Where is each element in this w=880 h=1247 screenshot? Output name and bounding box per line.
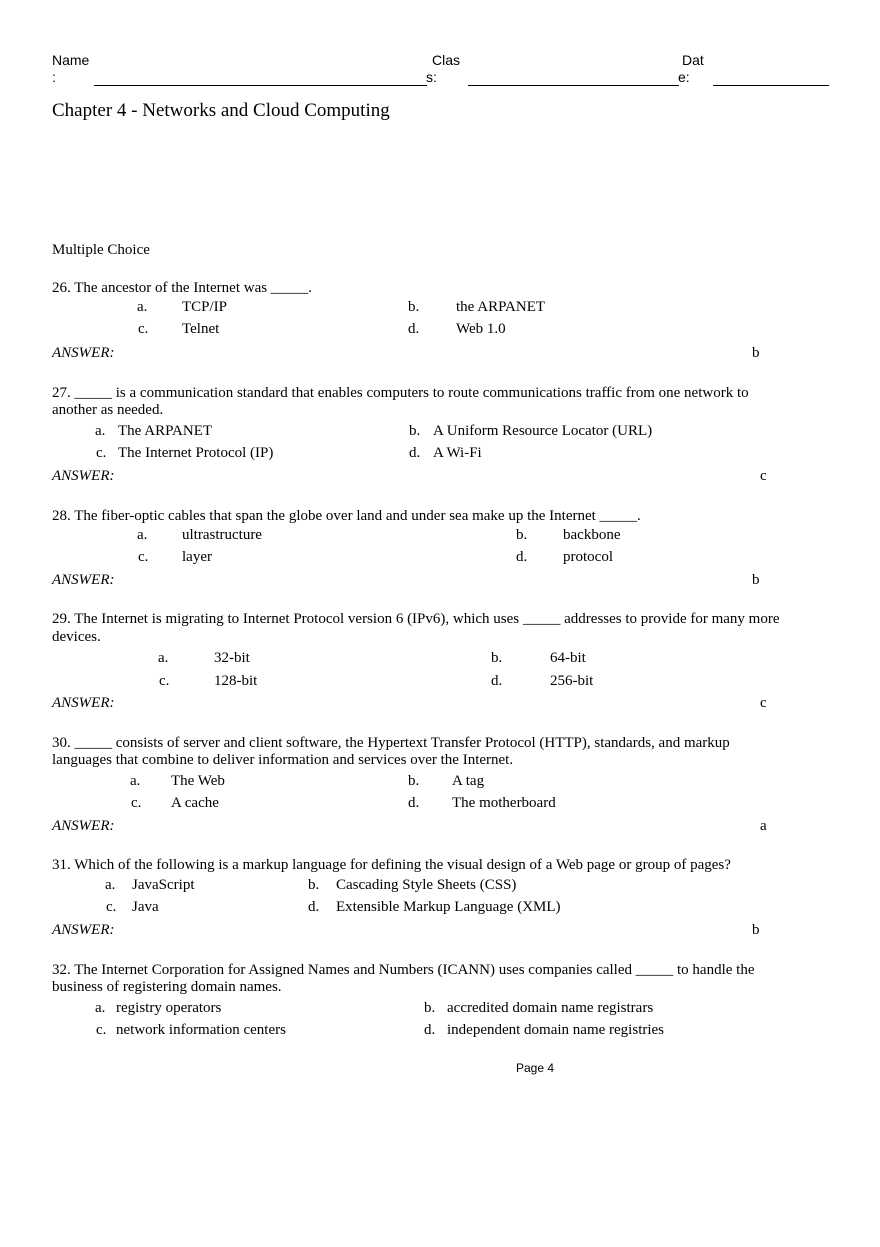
option-text: Extensible Markup Language (XML) — [336, 899, 561, 915]
date-label-bottom: e: — [678, 69, 690, 85]
option-letter: b. — [308, 877, 320, 893]
option-letter: b. — [424, 1000, 436, 1016]
option-text: 128-bit — [214, 673, 258, 689]
question-text: another as needed. — [52, 402, 164, 418]
option-letter: d. — [408, 321, 420, 337]
answer-value: b — [752, 572, 760, 588]
option-letter: c. — [159, 673, 170, 689]
option-letter: b. — [516, 527, 528, 543]
answer-value: a — [760, 818, 767, 834]
option-text: registry operators — [116, 1000, 222, 1016]
answer-label: ANSWER: — [52, 922, 115, 938]
answer-label: ANSWER: — [52, 345, 115, 361]
question-text: 32. The Internet Corporation for Assigned Names and Numbers (ICANN) uses companies called _____ to handle the — [52, 962, 755, 978]
option-letter: c. — [96, 445, 107, 461]
date-field-line[interactable] — [713, 85, 829, 86]
option-letter: d. — [308, 899, 320, 915]
answer-label: ANSWER: — [52, 818, 115, 834]
option-letter: b. — [491, 650, 503, 666]
option-letter: d. — [516, 549, 528, 565]
option-letter: a. — [95, 1000, 106, 1016]
option-text: A tag — [452, 773, 485, 789]
option-text: Cascading Style Sheets (CSS) — [336, 877, 517, 893]
option-letter: b. — [408, 299, 420, 315]
question-text: 31. Which of the following is a markup language for defining the visual design of a Web page or group of pages? — [52, 857, 731, 873]
class-field-line[interactable] — [468, 85, 679, 86]
question-text: business of registering domain names. — [52, 979, 282, 995]
question-text: 29. The Internet is migrating to Internet Protocol version 6 (IPv6), which uses _____ addresses to provide for many more — [52, 611, 780, 627]
name-label-bottom: : — [52, 69, 56, 85]
option-letter: d. — [424, 1022, 436, 1038]
option-text: 64-bit — [550, 650, 586, 666]
option-letter: c. — [96, 1022, 107, 1038]
option-text: protocol — [563, 549, 613, 565]
option-text: The ARPANET — [118, 423, 213, 439]
question-text: 26. The ancestor of the Internet was _____. — [52, 280, 313, 296]
question-text: devices. — [52, 629, 101, 645]
option-text: layer — [182, 549, 212, 565]
page-number: Page 4 — [516, 1061, 555, 1075]
option-letter: a. — [158, 650, 169, 666]
option-text: A cache — [171, 795, 219, 811]
option-text: The motherboard — [452, 795, 556, 811]
answer-value: b — [752, 345, 760, 361]
answer-label: ANSWER: — [52, 468, 115, 484]
class-label-bottom: s: — [426, 69, 437, 85]
option-text: accredited domain name registrars — [447, 1000, 654, 1016]
option-text: JavaScript — [132, 877, 195, 893]
option-letter: a. — [137, 527, 148, 543]
option-text: 32-bit — [214, 650, 250, 666]
option-text: A Wi-Fi — [433, 445, 482, 461]
page-title: Chapter 4 - Networks and Cloud Computing — [52, 100, 390, 121]
option-text: Web 1.0 — [456, 321, 506, 337]
option-text: The Web — [171, 773, 225, 789]
name-field-line[interactable] — [94, 85, 427, 86]
option-text: ultrastructure — [182, 527, 262, 543]
option-text: backbone — [563, 527, 621, 543]
answer-label: ANSWER: — [52, 572, 115, 588]
option-letter: c. — [138, 549, 149, 565]
option-letter: c. — [138, 321, 149, 337]
name-label-top: Name — [52, 52, 90, 68]
question-text: 28. The fiber-optic cables that span the globe over land and under sea make up the Internet _____. — [52, 508, 641, 524]
option-text: 256-bit — [550, 673, 594, 689]
option-text: the ARPANET — [456, 299, 546, 315]
option-letter: c. — [106, 899, 117, 915]
answer-label: ANSWER: — [52, 695, 115, 711]
option-letter: d. — [408, 795, 420, 811]
option-letter: b. — [409, 423, 421, 439]
question-text: languages that combine to deliver information and services over the Internet. — [52, 752, 514, 768]
answer-value: c — [760, 468, 767, 484]
option-letter: a. — [105, 877, 116, 893]
option-letter: a. — [95, 423, 106, 439]
section-heading: Multiple Choice — [52, 242, 150, 258]
question-text: 30. _____ consists of server and client software, the Hypertext Transfer Protocol (HTTP), standards, and markup — [52, 735, 730, 751]
option-text: independent domain name registries — [447, 1022, 665, 1038]
option-letter: d. — [491, 673, 503, 689]
date-label-top: Dat — [682, 52, 704, 68]
option-letter: a. — [137, 299, 148, 315]
option-text: Telnet — [182, 321, 220, 337]
option-text: A Uniform Resource Locator (URL) — [433, 423, 653, 439]
option-letter: c. — [131, 795, 142, 811]
option-text: The Internet Protocol (IP) — [118, 445, 274, 461]
option-letter: a. — [130, 773, 141, 789]
answer-value: b — [752, 922, 760, 938]
option-letter: d. — [409, 445, 421, 461]
answer-value: c — [760, 695, 767, 711]
class-label-top: Clas — [432, 52, 461, 68]
question-text: 27. _____ is a communication standard that enables computers to route communications traffic from one network to — [52, 385, 749, 401]
option-text: Java — [132, 899, 159, 915]
option-letter: b. — [408, 773, 420, 789]
option-text: TCP/IP — [182, 299, 228, 315]
option-text: network information centers — [116, 1022, 286, 1038]
